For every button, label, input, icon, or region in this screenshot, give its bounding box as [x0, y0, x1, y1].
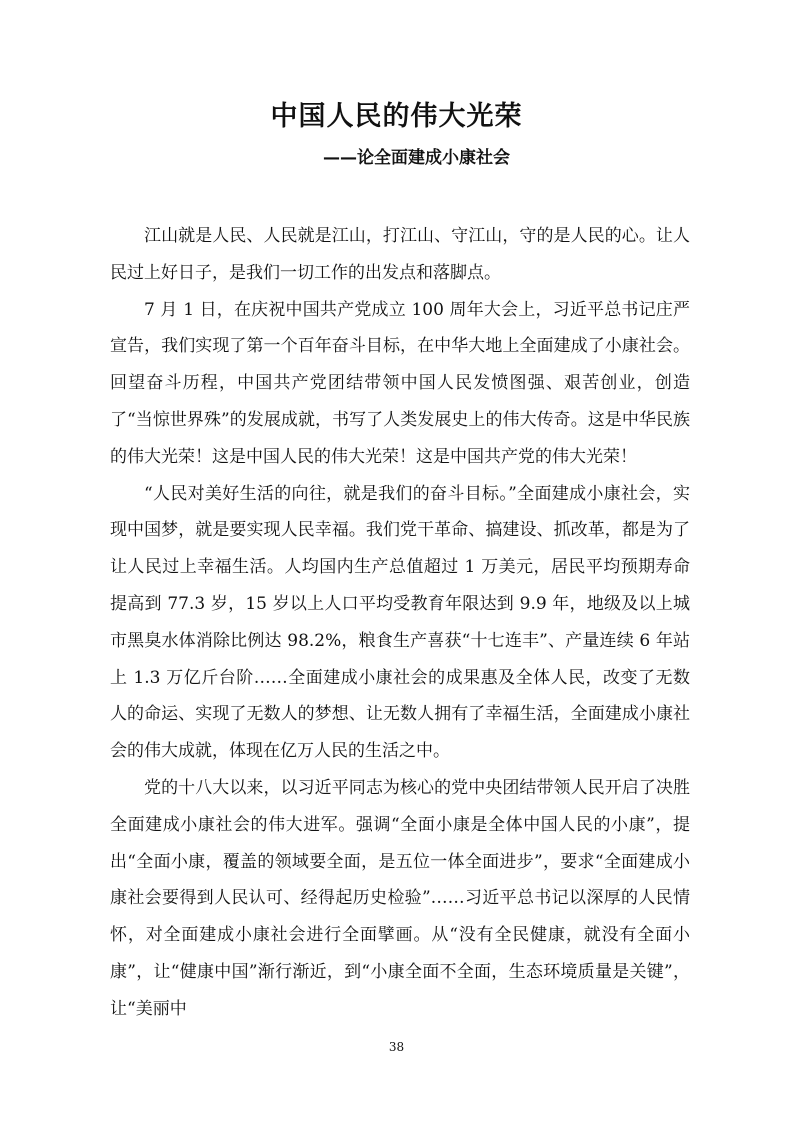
article-body — [110, 218, 690, 1028]
paragraph: 7 月 1 日，在庆祝中国共产党成立 100 周年大会上，习近平总书记庄严宣告，我们实现了第一个百年奋斗目标，在中华大地上全面建成了小康社会。回望奋斗历程，中国共产党团结带领中国人民发愤图强、艰苦创业，创造了“当惊世界殊”的发展成就，书写了人类发展史上的伟大传奇。这是中华民族的伟大光荣！这是中国人民的伟大光荣！这是中国共产党的伟大光荣！ — [110, 299, 690, 467]
paragraph: “人民对美好生活的向往，就是我们的奋斗目标。”全面建成小康社会，实现中国梦，就是要实现人民幸福。我们党干革命、搞建设、抓改革，都是为了让人民过上幸福生活。人均国内生产总值超过 1 万美元，居民平均预期寿命提高到 77.3 岁，15 岁以上人口平均受教育年限达到 9.9 年，地级及以上城市黑臭水体消除比例达 98.2%，粮食生产喜获“十七连丰”、产量连续 6 年站上 1.3 万亿斤台阶……全面建成小康社会的成果惠及全体人民，改变了无数人的命运、实现了无数人的梦想、让无数人拥有了幸福生活，全面建成小康社会的伟大成就，体现在亿万人民的生活之中。 — [110, 483, 690, 762]
article-subtitle: ——论全面建成小康社会 — [323, 148, 510, 168]
paragraph: 党的十八大以来，以习近平同志为核心的党中央团结带领人民开启了决胜全面建成小康社会的伟大进军。强调“全面小康是全体中国人民的小康”，提出“全面小康，覆盖的领域要全面，是五位一体全面进步”，要求“全面建成小康社会要得到人民认可、经得起历史检验”……习近平总书记以深厚的人民情怀，对全面建成小康社会进行全面擘画。从“没有全民健康，就没有全面小康”，让“健康中国”渐行渐近，到“小康全面不全面，生态环境质量是关键”，让“美丽中 — [110, 777, 690, 1019]
article-title: 中国人民的伟大光荣 — [270, 101, 523, 132]
page-number: 38 — [388, 1040, 405, 1054]
paragraph: 江山就是人民、人民就是江山，打江山、守江山，守的是人民的心。让人民过上好日子，是我们一切工作的出发点和落脚点。 — [110, 226, 690, 283]
